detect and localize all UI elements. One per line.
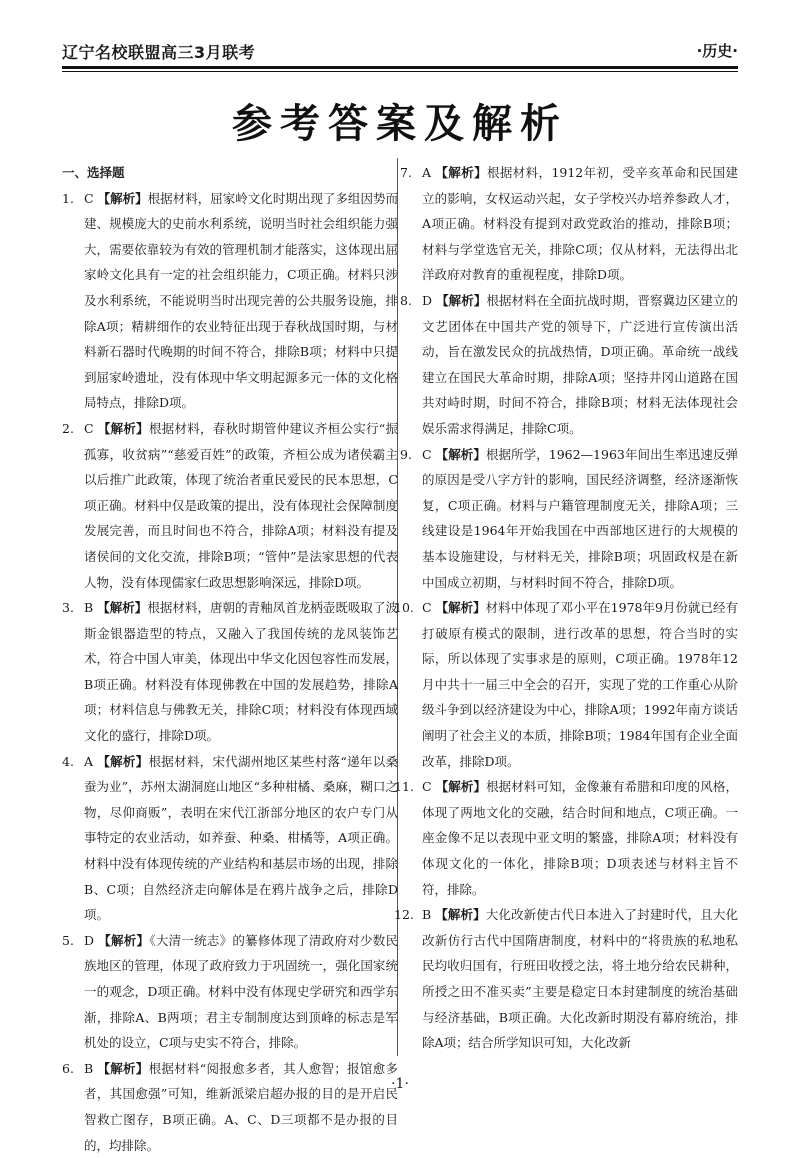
item-text: 根据所学，1962—1963年间出生率迅速反弹的原因是受八字方针的影响，国民经济调整，经济逐渐恢复，C项正确。材料与户籍管理制度无关，排除A项；三线建设是1964年开始我国在中西部地区进行的大规模的基本设施建设，与材料无关，排除B项；巩固政权是在新中国成立初期，与材料时间不符合，排除D项。	[422, 446, 738, 590]
item-number: 3.	[62, 600, 74, 616]
answer-item-2	[62, 416, 398, 595]
exam-title: 辽宁名校联盟高三3月联考	[62, 43, 256, 62]
item-number: 10.	[394, 600, 414, 616]
section-heading: 一、选择题	[62, 165, 125, 180]
answer-item-12	[394, 902, 738, 1056]
analysis-tag: 【解析】	[435, 779, 487, 795]
analysis-tag: 【解析】	[435, 165, 487, 180]
right-column	[394, 160, 738, 1056]
answer-item-6	[62, 1056, 398, 1158]
item-number: 11.	[394, 779, 414, 795]
answer-item-1	[62, 186, 398, 416]
analysis-tag: 【解析】	[97, 1060, 149, 1076]
answer-item-10	[394, 595, 738, 774]
answer-item-9	[400, 442, 738, 596]
item-text: 根据材料，屈家岭文化时期出现了多组因势而建、规模庞大的史前水利系统，说明当时社会组织能力强大，需要依靠较为有效的管理机制才能落实，这体现出屈家岭文化具有一定的社会组织能力，C项正确。材料只涉及水利系统，不能说明当时出现完善的公共服务设施，排除A项；精耕细作的农业特征出现于春秋战国时期，与材料新石器时代晚期的时间不符合，排除B项；材料中只提到屈家岭遗址，没有体现中华文明起源多元一体的文化格局特点，排除D项。	[84, 190, 398, 411]
item-number: 1.	[62, 190, 74, 206]
item-answer: B	[84, 1060, 94, 1076]
answer-item-5	[62, 928, 398, 1056]
item-answer: A	[422, 165, 432, 180]
item-answer: A	[84, 753, 94, 769]
page-number: ·1·	[391, 1076, 409, 1092]
item-number: 7.	[400, 165, 412, 180]
item-number: 8.	[400, 292, 412, 308]
analysis-tag: 【解析】	[97, 190, 148, 206]
analysis-tag: 【解析】	[435, 907, 486, 923]
item-number: 5.	[62, 932, 74, 948]
answer-item-4	[62, 749, 398, 928]
analysis-tag: 【解析】	[98, 932, 150, 948]
answer-item-8	[400, 288, 738, 442]
item-text: 根据材料可知，金像兼有希腊和印度的风格，体现了两地文化的交融，结合时间和地点，C项正确。一座金像不足以表现中亚文明的繁盛，排除A项；材料没有体现文化的一体化，排除B项；D项表述与材料主旨不符，排除。	[422, 779, 738, 897]
item-answer: C	[422, 779, 432, 795]
answer-item-3	[62, 595, 398, 749]
answer-item-11	[394, 774, 738, 902]
item-answer: D	[422, 292, 433, 308]
answer-item-7	[400, 160, 738, 288]
item-answer: C	[84, 420, 94, 436]
analysis-tag: 【解析】	[435, 600, 486, 616]
item-text: 根据材料，唐朝的青釉凤首龙柄壶既吸取了波斯金银器造型的特点，又融入了我国传统的龙凤装饰艺术，符合中国人审美，体现出中华文化因包容性而发展，B项正确。材料没有体现佛教在中国的发展趋势，排除A项；材料信息与佛教无关，排除C项；材料没有体现西域文化的盛行，排除D项。	[84, 600, 398, 744]
item-text: 大化改新使古代日本进入了封建时代，且大化改新仿行古代中国隋唐制度，材料中的“将贵族的私地私民均收归国有，行班田收授之法，将土地分给农民耕种，所授之田不准买卖”主要是稳定日本封建制度的统治基础与经济基础，B项正确。大化改新时期没有幕府统治，排除A项；结合所学知识可知，大化改新	[422, 907, 738, 1051]
left-column	[62, 160, 398, 1158]
item-answer: C	[84, 190, 94, 206]
item-text: 根据材料“阅报愈多者，其人愈智；报馆愈多者，其国愈强”可知，维新派梁启超办报的目的是开启民智救亡图存，B项正确。A、C、D三项都不是办报的目的，均排除。	[84, 1060, 398, 1153]
item-answer: C	[422, 600, 432, 616]
header-rule-thin	[62, 71, 738, 72]
item-text: 根据材料，春秋时期管仲建议齐桓公实行“振孤寡，收贫病”“慈爱百姓”的政策，齐桓公成为诸侯霸主以后推广此政策，体现了统治者重民爱民的民本思想，C项正确。材料中仅是政策的提出，没有体现社会保障制度发展完善，而且时间也不符合，排除A项；材料没有提及诸侯间的文化交流，排除B项；“管仲”是法家思想的代表人物，没有体现儒家仁政思想影响深远，排除D项。	[84, 420, 398, 590]
item-number: 9.	[400, 446, 412, 462]
item-answer: D	[84, 932, 95, 948]
analysis-tag: 【解析】	[436, 292, 487, 308]
analysis-tag: 【解析】	[435, 446, 486, 462]
item-number: 6.	[62, 1060, 74, 1076]
header-rule	[62, 66, 738, 69]
item-number: 4.	[62, 753, 74, 769]
item-text: 材料中体现了邓小平在1978年9月份就已经有打破原有模式的限制，进行改革的思想，符合当时的实际，所以体现了实事求是的原则，C项正确。1978年12月中共十一届三中全会的召开，实现了党的工作重心从阶级斗争到以经济建设为中心，排除A项；1992年南方谈话阐明了社会主义的本质，排除B项；1984年国有企业全面改革，排除D项。	[422, 600, 738, 769]
item-text: 《大清一统志》的纂修体现了清政府对少数民族地区的管理，体现了政府致力于巩固统一，强化国家统一的观念，D项正确。材料中没有体现史学研究和西学东渐，排除A、B两项；君主专制制度达到顶峰的标志是军机处的设立，C项与史实不符合，排除。	[84, 932, 398, 1051]
item-answer: B	[422, 907, 432, 923]
analysis-tag: 【解析】	[97, 420, 149, 436]
item-text: 根据材料在全面抗战时期，晋察冀边区建立的文艺团体在中国共产党的领导下，广泛进行宣传演出活动，旨在激发民众的抗战热情，D项正确。革命统一战线建立在国民大革命时期，排除A项；坚持井冈山道路在国共对峙时期，时间不符合，排除B项；材料无法体现社会娱乐需求得满足，排除C项。	[422, 292, 738, 436]
item-answer: C	[422, 446, 432, 462]
item-answer: B	[84, 600, 94, 616]
item-number: 2.	[62, 420, 74, 436]
page-title: 参考答案及解析	[232, 101, 568, 147]
analysis-tag: 【解析】	[97, 600, 148, 616]
subject-label: ·历史·	[696, 42, 738, 60]
item-text: 根据材料，1912年初，受辛亥革命和民国建立的影响，女权运动兴起，女子学校兴办培养参政人才，A项正确。材料没有提到对政党政治的推动，排除B项；材料与学堂选官无关，排除C项；仅从材料，无法得出北洋政府对教育的重视程度，排除D项。	[422, 165, 738, 283]
item-text: 根据材料，宋代湖州地区某些村落“递年以桑蚕为业”，苏州太湖洞庭山地区“多种柑橘、桑麻，糊口之物，尽仰商贩”，表明在宋代江浙部分地区的农户专门从事特定的农业活动，如养蚕、种桑、柑橘等，A项正确。材料中没有体现传统的产业结构和基层市场的出现，排除B、C项；自然经济走向解体是在鸦片战争之后，排除D项。	[84, 753, 398, 923]
item-number: 12.	[394, 907, 414, 923]
analysis-tag: 【解析】	[97, 753, 149, 769]
page-header	[62, 38, 738, 66]
